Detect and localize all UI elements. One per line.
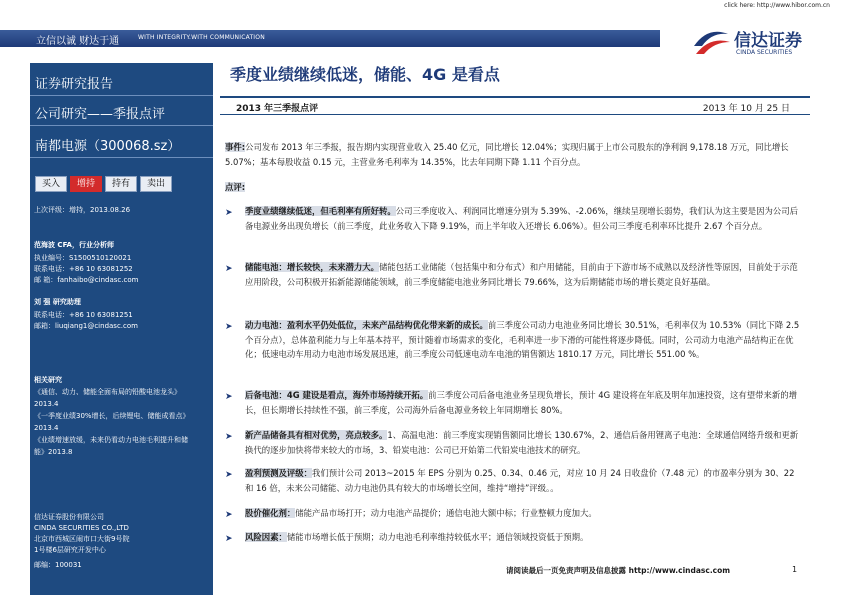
point-head: 新产品储备具有相对优势，亮点较多。 bbox=[245, 430, 388, 440]
company-logo bbox=[690, 24, 830, 64]
related-item: 《一季度业绩30%增长，后续锂电、储能成看点》 bbox=[34, 412, 190, 420]
last-rating: 上次评级：增持，2013.08.26 bbox=[34, 206, 131, 214]
related-item: 能》2013.8 bbox=[34, 448, 73, 456]
analyst1-cert: 执业编号：S1500510120021 bbox=[34, 254, 132, 262]
point-text: 前三季度公司动力电池业务同比增长 30.51%，毛利率仅为 10.53%（同比下降 2.5 个百分点），总体盈利能力与上年基本持平，预计随着市场需求的变化，毛利率进一步下滑的可能性将逐步降低。同时，公司动力电池产品结构正在优化；低速电动车用动力电池市场发展迅速，前三季度公司低速电动车电池的销售额达 1810.17 万元，同比增长 551.00 %。 bbox=[245, 320, 800, 359]
bullet-arrow-icon: ➤ bbox=[225, 264, 233, 274]
report-subtype: 公司研究——季报点评 bbox=[35, 107, 166, 122]
sidebar bbox=[30, 63, 213, 595]
event-paragraph bbox=[225, 140, 805, 169]
address-line: 邮编：100031 bbox=[34, 561, 82, 569]
analyst1-phone: 联系电话：+86 10 63081252 bbox=[34, 265, 133, 273]
related-item: 《通信、动力、储能全面布局的铅酸电池龙头》 bbox=[34, 388, 181, 396]
point-text: 前三季度公司后备电池业务呈现负增长，预计 4G 建设将在年底及明年加速投资，这有望带来新的增长，但长期增长持续性不强，前三季度，公司海外后备电源业务较上年同期增长 80%。 bbox=[245, 390, 798, 415]
event-label: 事件: bbox=[225, 142, 246, 152]
related-title: 相关研究 bbox=[34, 376, 62, 384]
bullet-arrow-icon: ➤ bbox=[225, 392, 233, 402]
bullet-arrow-icon: ➤ bbox=[225, 470, 233, 480]
sidebar-divider bbox=[30, 95, 213, 96]
point-head: 季度业绩继续低迷，但毛利率有所好转。 bbox=[245, 206, 396, 216]
point-text: 储能产品市场打开；动力电池产品提价；通信电池大额中标；行业整顿力度加大。 bbox=[295, 508, 597, 518]
point-text: 我们预计公司 2013~2015 年 EPS 分别为 0.25、0.34、0.46 元，对应 10 月 24 日收盘价（7.48 元）的市盈率分别为 30、22 和 16 倍，未来公司储能、动力电池仍具有较大的市场增长空间，维持“增持”评级。。 bbox=[245, 468, 795, 493]
point-5 bbox=[245, 428, 805, 457]
company-name: 南都电源（300068.sz） bbox=[35, 139, 181, 154]
logo-name-en: CINDA SECURITIES bbox=[736, 49, 793, 56]
analyst2-phone: 联系电话：+86 10 63081251 bbox=[34, 311, 133, 319]
address-line: 信达证券股份有限公司 bbox=[34, 513, 104, 521]
point-7 bbox=[245, 506, 805, 521]
rating-hold: 持有 bbox=[105, 176, 137, 192]
point-3 bbox=[245, 318, 805, 362]
subtitle-bar bbox=[220, 96, 810, 115]
logo-swoosh-icon bbox=[690, 24, 732, 60]
analyst2-name: 刘 强 研究助理 bbox=[34, 298, 81, 306]
point-head: 后备电池：4G 建设是看点，海外市场持续开拓。 bbox=[245, 390, 429, 400]
bullet-arrow-icon: ➤ bbox=[225, 510, 233, 520]
rating-buttons bbox=[35, 176, 172, 192]
point-2 bbox=[245, 260, 805, 289]
point-4 bbox=[245, 388, 805, 417]
rating-buy: 买入 bbox=[35, 176, 67, 192]
point-1 bbox=[245, 204, 805, 233]
comment-heading bbox=[225, 180, 245, 195]
report-date: 2013 年 10 月 25 日 bbox=[702, 104, 790, 114]
point-6 bbox=[245, 466, 805, 495]
page-title: 季度业绩继续低迷，储能、4G 是看点 bbox=[230, 65, 500, 84]
point-head: 风险因素： bbox=[245, 532, 287, 542]
bullet-arrow-icon: ➤ bbox=[225, 534, 233, 544]
point-text: 公司三季度收入、利润同比增速分别为 5.39%、-2.06%，继续呈现增长弱势，我们认为这主要是因为公司后备电源业务出现负增长（前三季度，此业务收入下降 9.19%，而上半年收入还增长 6.06%）。但公司三季度毛利率环比提升 2.67 个百分点。 bbox=[245, 206, 799, 231]
point-head: 盈利预测及评级： bbox=[245, 468, 312, 478]
click-here-link[interactable]: click here: http://www.hibor.com.cn bbox=[724, 2, 830, 9]
analyst1-email: 邮 箱：fanhaibo@cindasc.com bbox=[34, 276, 139, 284]
logo-name-cn: 信达证券 bbox=[734, 31, 802, 51]
slogan-cn: 立信以诚 财达于通 bbox=[36, 36, 120, 47]
related-item: 2013.4 bbox=[34, 424, 59, 432]
address-line: 北京市西城区闹市口大街9号院 bbox=[34, 535, 130, 543]
comment-label: 点评: bbox=[225, 182, 246, 192]
sidebar-divider bbox=[30, 125, 213, 126]
point-text: 1、高温电池：前三季度实现销售额同比增长 130.67%，2、通信后备用锂离子电池：全球通信网络升级和更新换代的逐步加快将带来较大的市场，3、铅炭电池：公司已开始第二代铅炭电池技术的研究。 bbox=[245, 430, 799, 455]
slogan-en: WITH INTEGRITY.WITH COMMUNICATION bbox=[138, 34, 265, 41]
analyst1-name: 范海波 CFA，行业分析师 bbox=[34, 241, 114, 249]
point-head: 储能电池：增长较快，未来潜力大。 bbox=[245, 262, 379, 272]
subtitle: 2013 年三季报点评 bbox=[236, 104, 319, 114]
point-text: 储能包括工业储能（包括集中和分布式）和户用储能，目前由于下游市场不成熟以及经济性等原因，目前处于示范应用阶段，公司积极开拓新能源储能领域，前三季度储能电池业务同比增长 79.66%，这为后期储能市场的增长奠定良好基础。 bbox=[245, 262, 798, 287]
page-number: 1 bbox=[792, 565, 798, 574]
address-line: 1号楼6层研究开发中心 bbox=[34, 546, 106, 554]
related-item: 2013.4 bbox=[34, 400, 59, 408]
disclaimer-footer: 请阅读最后一页免责声明及信息披露 http://www.cindasc.com bbox=[506, 566, 731, 575]
related-item: 《业绩增速放缓，未来仍看动力电池毛利提升和储 bbox=[34, 436, 188, 444]
rating-overweight: 增持 bbox=[70, 176, 102, 192]
point-8 bbox=[245, 530, 805, 545]
top-link-line bbox=[0, 0, 842, 14]
rating-sell: 卖出 bbox=[140, 176, 172, 192]
point-head: 动力电池：盈利水平仍处低位，未来产品结构优化带来新的成长。 bbox=[245, 320, 488, 330]
address-line: CINDA SECURITIES CO.,LTD bbox=[34, 524, 129, 532]
bullet-arrow-icon: ➤ bbox=[225, 322, 233, 332]
event-text: 公司发布 2013 年三季报，报告期内实现营业收入 25.40 亿元，同比增长 12.04%；实现归属于上市公司股东的净利润 9,178.18 万元，同比增长 5.07%；基本每股收益 0.15 元，主营业务毛利率为 14.35%，比去年同期下降 1.11 个百分点。 bbox=[225, 142, 789, 167]
report-type: 证券研究报告 bbox=[35, 77, 114, 92]
bullet-arrow-icon: ➤ bbox=[225, 432, 233, 442]
point-text: 储能市场增长低于预期；动力电池毛利率维持较低水平；通信领域投资低于预期。 bbox=[286, 532, 589, 542]
bullet-arrow-icon: ➤ bbox=[225, 208, 233, 218]
point-head: 股价催化剂： bbox=[245, 508, 296, 518]
analyst2-email: 邮箱：liuqiang1@cindasc.com bbox=[34, 322, 138, 330]
sidebar-divider bbox=[30, 157, 213, 158]
slogan-banner bbox=[0, 30, 660, 47]
